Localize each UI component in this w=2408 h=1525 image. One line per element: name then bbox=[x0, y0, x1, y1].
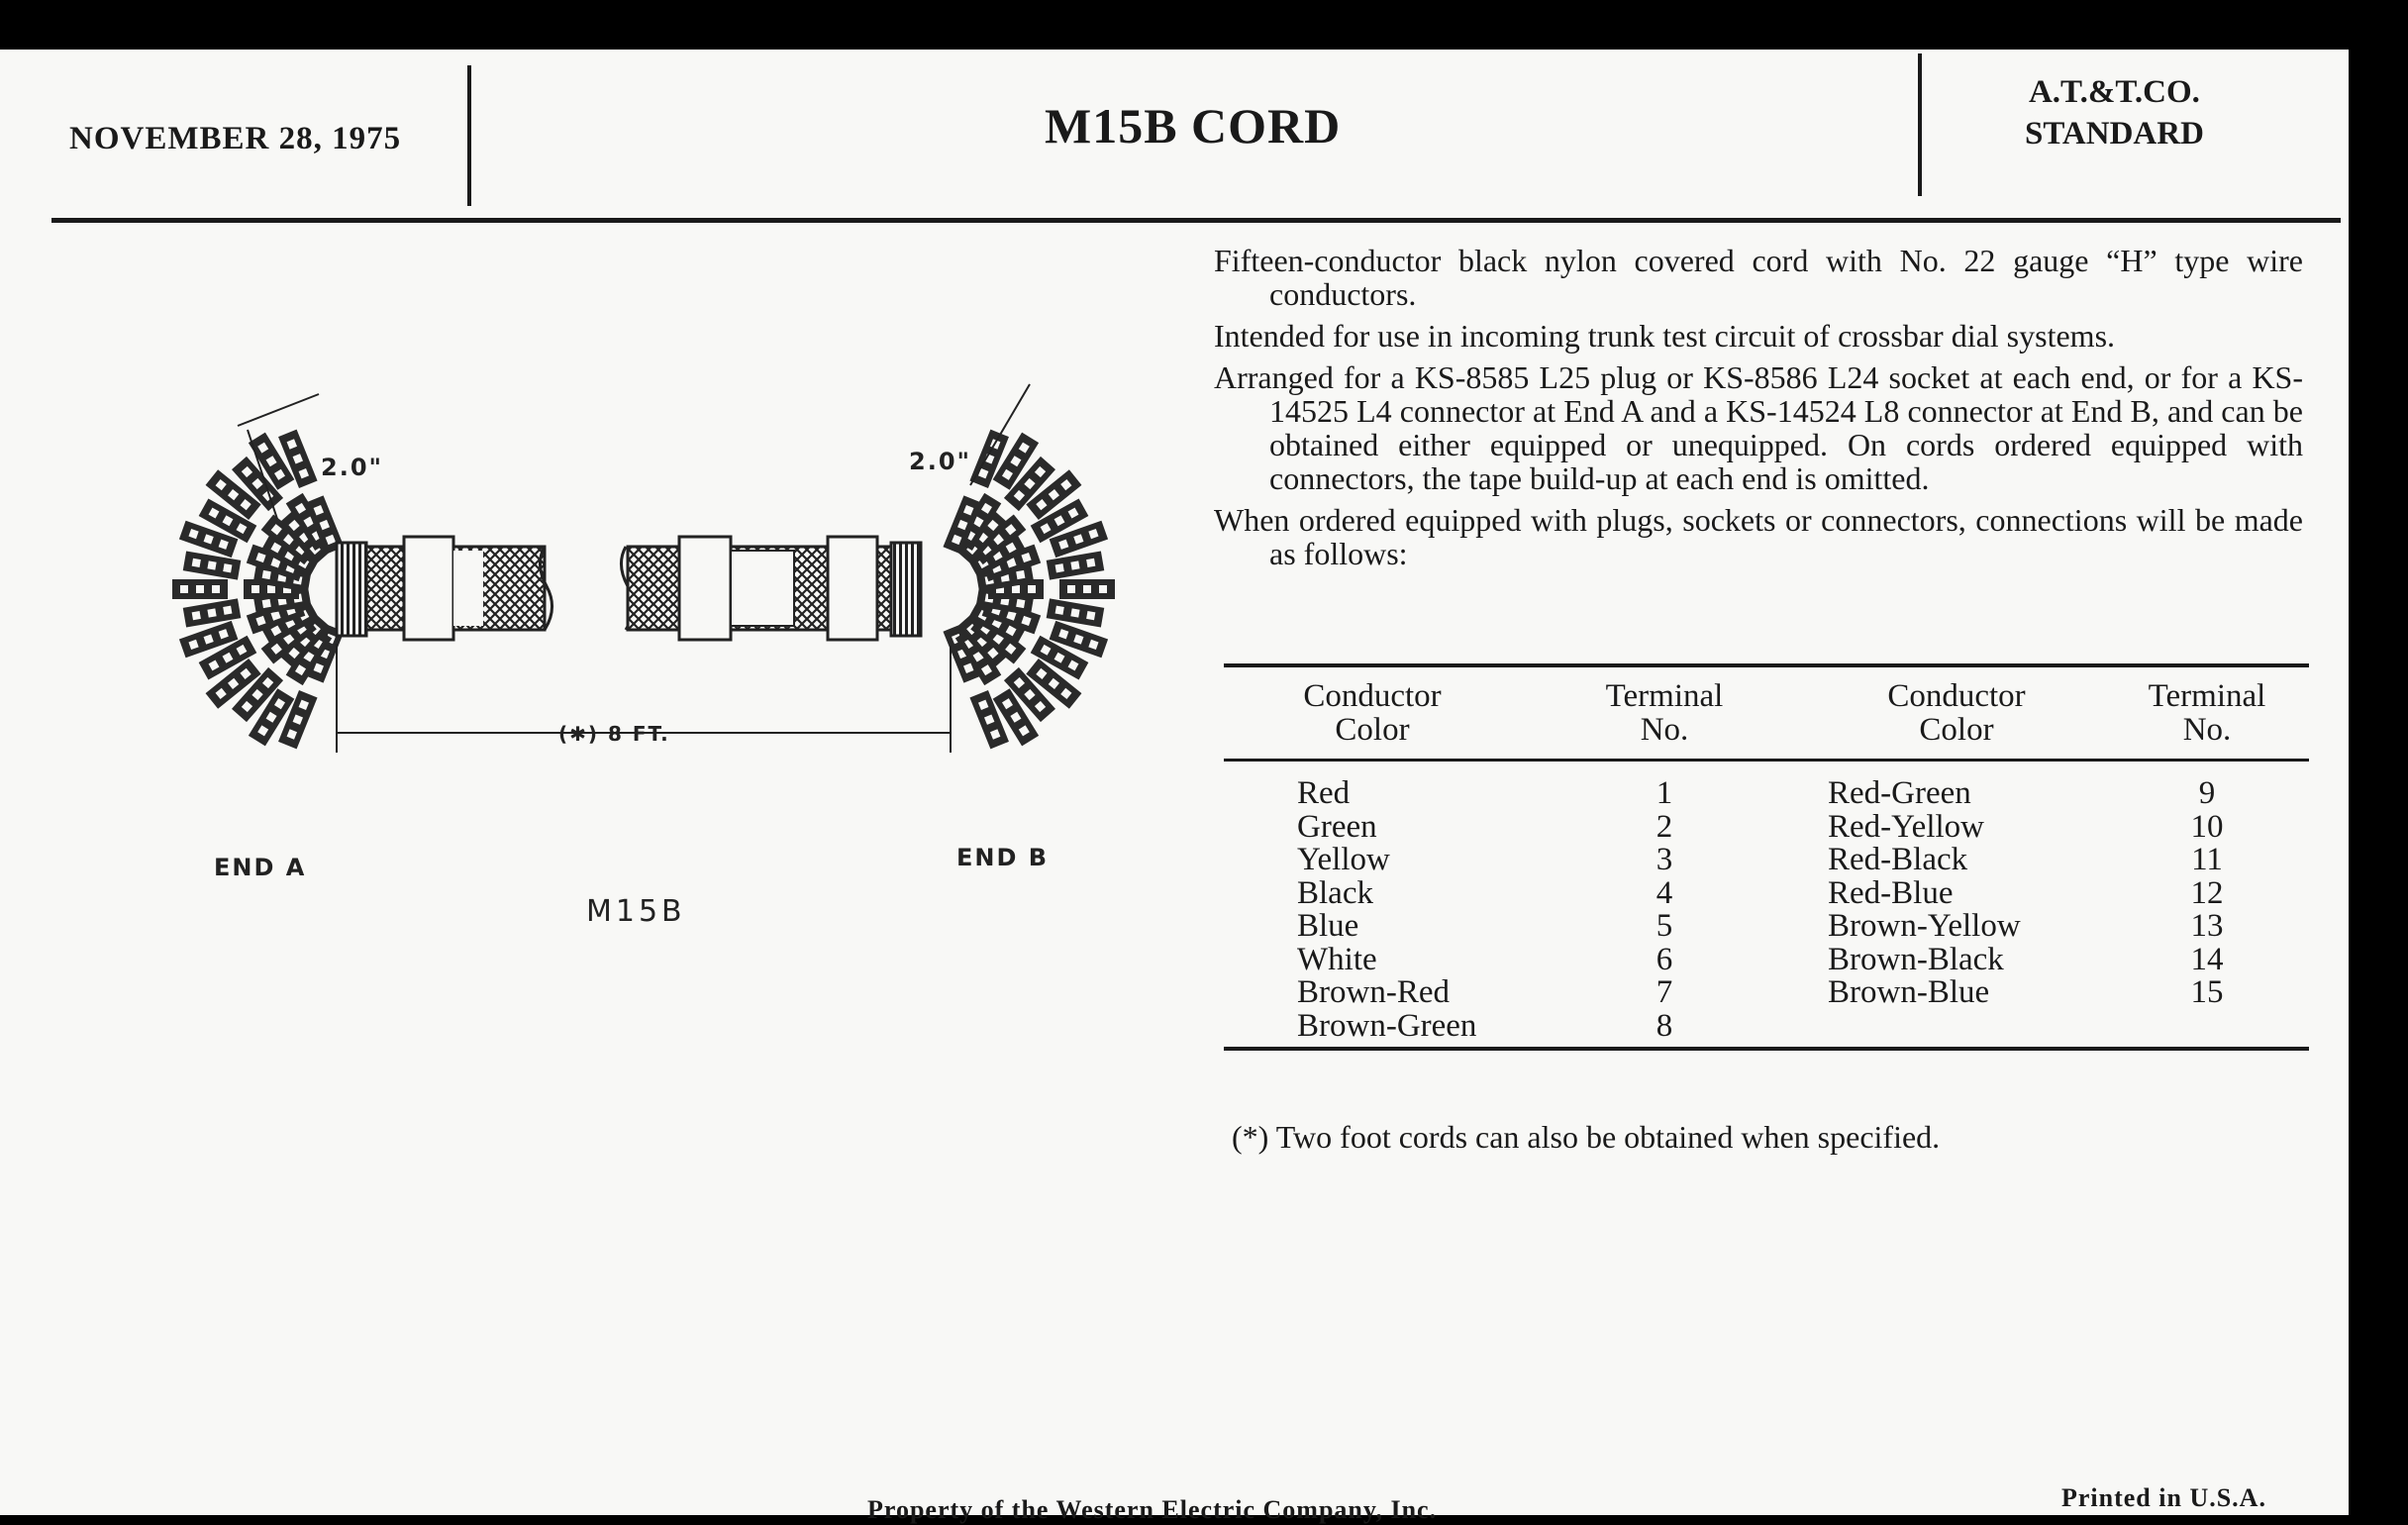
description-paragraph: Intended for use in incoming trunk test circuit of crossbar dial systems. bbox=[1214, 318, 2116, 354]
wire-fan-end-a bbox=[172, 430, 345, 750]
wire-marking bbox=[207, 608, 216, 617]
table-cell: Blue bbox=[1297, 908, 1359, 944]
wire-marking bbox=[192, 559, 201, 567]
left-terminal-column bbox=[1521, 777, 1808, 1043]
wire-marking bbox=[262, 570, 271, 579]
header-divider-left bbox=[467, 65, 471, 206]
header-conductor-color-left: Conductor Color bbox=[1303, 678, 1442, 748]
cord-tape-mid bbox=[679, 537, 731, 640]
description-paragraph: When ordered equipped with plugs, sockets or connectors, connections will be made as follows: bbox=[1214, 502, 2303, 571]
dimension-right-label: 2.0" bbox=[909, 448, 972, 475]
cord-ferrule-a bbox=[337, 543, 366, 636]
wire-marking bbox=[1067, 585, 1075, 593]
wire-marking bbox=[1055, 606, 1064, 615]
table-cell: Black bbox=[1297, 874, 1373, 911]
cord-tape-b bbox=[828, 537, 877, 640]
dimension-left-ext bbox=[238, 394, 319, 426]
table-cell: Brown-Green bbox=[1297, 1007, 1477, 1044]
table-cell: White bbox=[1297, 941, 1377, 977]
table-cell: Red-Black bbox=[1828, 842, 1968, 877]
end-a-label: END A bbox=[214, 854, 307, 881]
table-cell: Red-Green bbox=[1828, 775, 1971, 811]
table-cell: 7 bbox=[1656, 974, 1673, 1010]
wire-marking bbox=[223, 563, 232, 572]
cord-tape-a bbox=[404, 537, 453, 640]
wire-marking bbox=[1070, 560, 1079, 569]
wire-marking bbox=[251, 585, 259, 593]
dimension-left-label: 2.0" bbox=[321, 454, 384, 481]
table-cell: 10 bbox=[2190, 808, 2224, 845]
wire-marking bbox=[1083, 585, 1091, 593]
wire-marking bbox=[207, 560, 216, 569]
wire-marking bbox=[192, 611, 201, 620]
wire-marking bbox=[1016, 570, 1025, 579]
header-conductor-color-right: Conductor Color bbox=[1887, 678, 2026, 748]
cord-plain-b bbox=[731, 551, 794, 626]
wire-marking bbox=[1028, 585, 1036, 593]
footnote: (*) Two foot cords can also be obtained when specified. bbox=[1232, 1119, 1941, 1155]
header-rule bbox=[51, 218, 2341, 223]
wire-marking bbox=[1055, 563, 1064, 572]
wire-marking bbox=[1012, 585, 1020, 593]
table-cell: 6 bbox=[1656, 941, 1673, 977]
table-cell: Green bbox=[1297, 808, 1377, 845]
table-cell: Yellow bbox=[1297, 842, 1390, 877]
table-cell: Brown-Blue bbox=[1828, 974, 1990, 1010]
table-cell: 3 bbox=[1656, 842, 1673, 877]
wire-fan-end-b bbox=[943, 430, 1115, 750]
page-title: M15B CORD bbox=[1045, 98, 1342, 153]
table-cell: 9 bbox=[2198, 775, 2216, 811]
table-cell: 8 bbox=[1656, 1007, 1673, 1044]
cord-drawing bbox=[139, 366, 1149, 941]
header-standard bbox=[2025, 71, 2204, 154]
table-cell: 4 bbox=[1656, 874, 1673, 911]
left-color-column bbox=[1224, 777, 1521, 1043]
wire-marking bbox=[196, 585, 204, 593]
wire-marking bbox=[1016, 599, 1025, 608]
table-cell: Red-Yellow bbox=[1828, 808, 1984, 845]
table-body bbox=[1224, 762, 2309, 1047]
table-cell: 5 bbox=[1656, 908, 1673, 944]
right-terminal-column bbox=[2105, 777, 2309, 1043]
wire-marking bbox=[262, 599, 271, 608]
wire-marking bbox=[267, 585, 275, 593]
table-cell: 14 bbox=[2190, 941, 2224, 977]
header-terminal-no-left: Terminal No. bbox=[1605, 678, 1724, 748]
header-terminal-no-right: Terminal No. bbox=[2148, 678, 2266, 748]
table-bottom-rule bbox=[1224, 1047, 2309, 1051]
drawing-caption: M15B bbox=[586, 894, 686, 929]
table-cell: 1 bbox=[1656, 775, 1673, 811]
table-cell: Brown-Black bbox=[1828, 941, 2004, 977]
description-paragraph: Arranged for a KS-8585 L25 plug or KS-8586 L24 socket at each end, or for a KS-14525 L4 connector at End A and a KS-14524 L8 connector at End B, and can be obtained either equipped or unequipped. On cords ordered equipped with connectors, the tape build-up at each end is omitted. bbox=[1214, 359, 2303, 496]
header-divider-right bbox=[1918, 53, 1922, 196]
end-b-label: END B bbox=[956, 844, 1050, 871]
wire-marking bbox=[1086, 559, 1095, 567]
length-label: (✱) 8 FT. bbox=[558, 722, 670, 746]
cord-gap bbox=[453, 551, 483, 626]
catalog-card bbox=[0, 50, 2349, 1524]
right-color-column bbox=[1808, 777, 2105, 1043]
connection-table bbox=[1224, 663, 2309, 1051]
table-cell: 15 bbox=[2190, 974, 2224, 1010]
table-cell: Brown-Red bbox=[1297, 974, 1450, 1010]
table-cell: 2 bbox=[1656, 808, 1673, 845]
wire-marking bbox=[1099, 585, 1107, 593]
description bbox=[1214, 244, 2303, 578]
wire-marking bbox=[212, 585, 220, 593]
wire-marking bbox=[180, 585, 188, 593]
footer-printed: Printed in U.S.A. bbox=[2061, 1483, 2266, 1512]
table-cell: 11 bbox=[2191, 842, 2223, 877]
standard-line-2: STANDARD bbox=[2025, 116, 2204, 152]
standard-line-1: A.T.&T.CO. bbox=[2028, 74, 2200, 110]
table-cell: Red-Blue bbox=[1828, 874, 1954, 911]
wire-marking bbox=[223, 606, 232, 615]
table-cell: 13 bbox=[2190, 908, 2224, 944]
wire-marking bbox=[1086, 611, 1095, 620]
table-cell: 12 bbox=[2190, 874, 2224, 911]
cord-ferrule-b bbox=[891, 543, 921, 636]
header-date: NOVEMBER 28, 1975 bbox=[69, 121, 402, 156]
wire-marking bbox=[1070, 608, 1079, 617]
description-paragraph: Fifteen-conductor black nylon covered cord with No. 22 gauge “H” type wire conductors. bbox=[1214, 243, 2303, 312]
footer-property: Property of the Western Electric Company, Inc. bbox=[867, 1495, 1438, 1524]
table-cell: Red bbox=[1297, 775, 1351, 811]
table-cell: Brown-Yellow bbox=[1828, 908, 2021, 944]
table-header bbox=[1224, 667, 2309, 759]
